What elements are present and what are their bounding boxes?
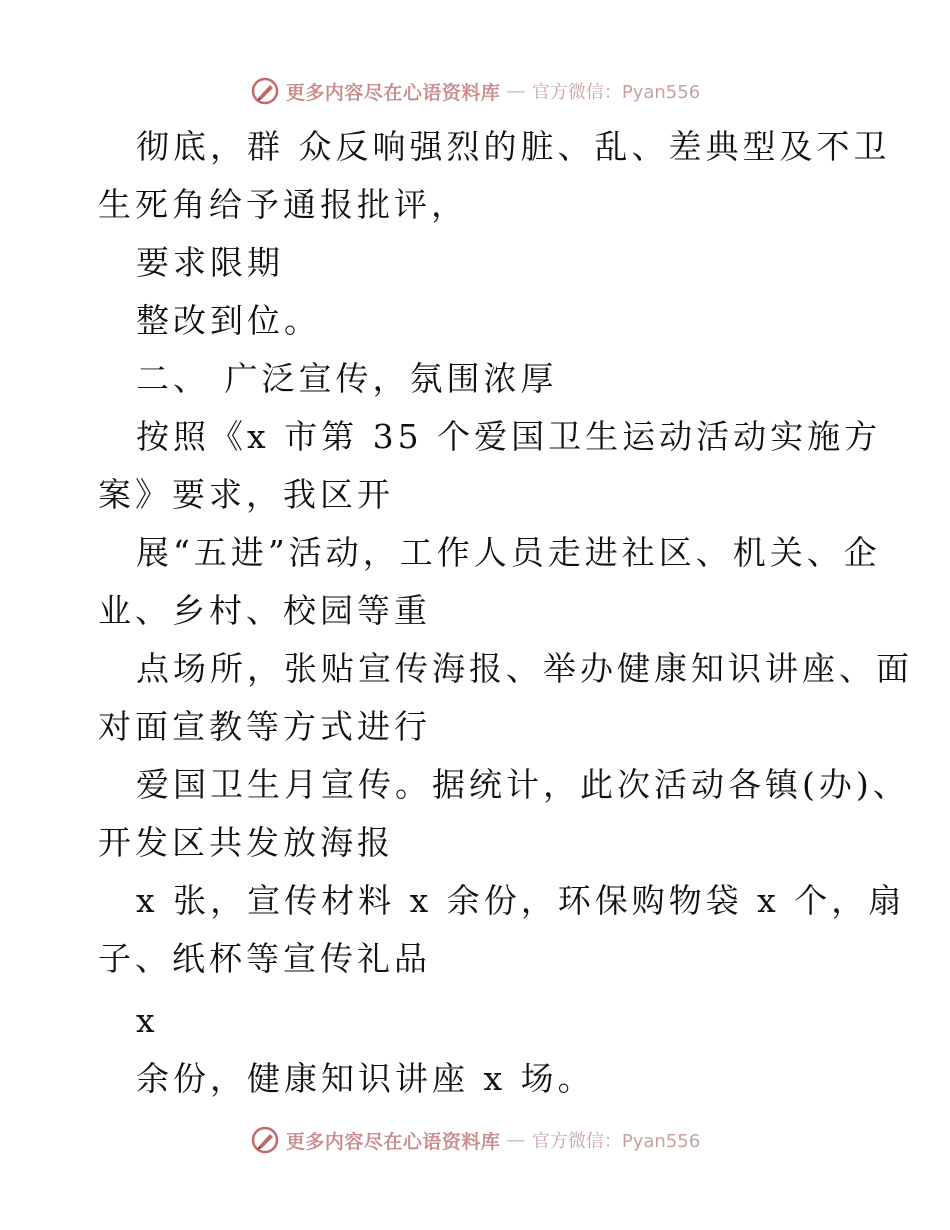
body-line: 点场所，张贴宣传海报、举办健康知识讲座、面 bbox=[136, 649, 913, 688]
watermark-suffix: 官方微信：Pyan556 bbox=[531, 82, 701, 103]
pen-logo-icon bbox=[250, 1125, 280, 1155]
body-line: 展“五进”活动，工作人员走进社区、机关、企 bbox=[136, 533, 881, 572]
watermark-dash: — bbox=[506, 80, 526, 102]
body-line: 案》要求，我区开 bbox=[98, 475, 394, 514]
body-line: 余份，健康知识讲座 x 场。 bbox=[136, 1059, 595, 1098]
watermark-dash: — bbox=[506, 1129, 526, 1151]
body-line: 业、乡村、校园等重 bbox=[98, 591, 431, 630]
watermark-text: 更多内容尽在心语资料库 bbox=[285, 81, 501, 104]
body-line: 整改到位。 bbox=[136, 301, 321, 340]
section-heading: 二、 广泛宣传，氛围浓厚 bbox=[136, 359, 558, 398]
body-line: 按照《x 市第 35 个爱国卫生运动活动实施方 bbox=[136, 417, 882, 456]
body-line: 爱国卫生月宣传。据统计，此次活动各镇(办)、 bbox=[136, 765, 910, 804]
pen-logo-icon bbox=[250, 76, 280, 106]
header-watermark bbox=[0, 71, 950, 111]
body-line: 要求限期 bbox=[136, 243, 284, 282]
body-line: x 张，宣传材料 x 余份，环保购物袋 x 个，扇 bbox=[136, 881, 906, 920]
body-line: 子、纸杯等宣传礼品 bbox=[98, 939, 431, 978]
footer-watermark bbox=[0, 1120, 950, 1160]
body-line: 开发区共发放海报 bbox=[98, 823, 394, 862]
body-line: 生死角给予通报批评， bbox=[98, 185, 468, 224]
watermark-suffix: 官方微信：Pyan556 bbox=[531, 1131, 701, 1152]
body-line: 对面宣教等方式进行 bbox=[98, 707, 431, 746]
body-line: x bbox=[136, 1001, 159, 1040]
watermark-text: 更多内容尽在心语资料库 bbox=[285, 1130, 501, 1153]
body-line: 彻底，群 众反响强烈的脏、乱、差典型及不卫 bbox=[136, 127, 891, 166]
